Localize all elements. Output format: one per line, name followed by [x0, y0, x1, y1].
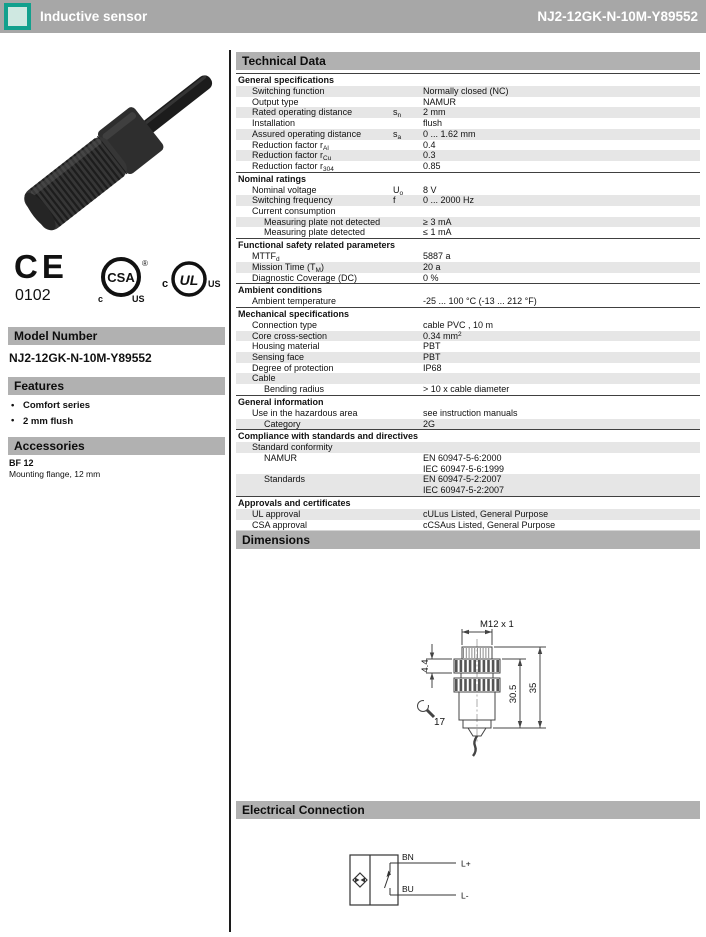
accessory-name: BF 12: [9, 458, 34, 468]
spec-value-line: EN 60947-5-6:2000: [423, 452, 502, 463]
spec-symbol: [393, 363, 423, 374]
spec-row: [236, 206, 700, 217]
spec-label: Category: [264, 418, 301, 429]
spec-row: [236, 107, 700, 118]
spec-symbol: [393, 419, 423, 430]
spec-value: > 10 x cable diameter: [423, 384, 510, 395]
wrench-size-label: 17: [434, 717, 446, 729]
spec-value: 0 ... 2000 Hz: [423, 195, 475, 206]
spec-row: [236, 118, 700, 129]
spec-symbol: [393, 86, 423, 97]
spec-symbol: [393, 320, 423, 331]
spec-section-header: General information: [236, 395, 700, 408]
spec-label: Installation: [252, 118, 296, 129]
spec-table: [236, 73, 700, 531]
spec-value: Normally closed (NC): [423, 86, 509, 96]
spec-row: [236, 320, 700, 331]
spec-symbol: [393, 97, 423, 108]
spec-row: [236, 352, 700, 363]
spec-symbol: [393, 217, 423, 228]
spec-symbol: [393, 373, 423, 384]
electrical-connection-area: [236, 847, 700, 925]
spec-row: [236, 384, 700, 395]
product-photo: [8, 54, 223, 244]
spec-value: NAMUR: [423, 96, 456, 107]
spec-value: 0.85: [423, 160, 441, 171]
brand-square-icon: [4, 3, 31, 30]
spec-label: Standard conformity: [252, 442, 333, 453]
spec-label: Rated operating distance: [252, 107, 353, 118]
wiring-diagram: [344, 847, 514, 925]
spec-symbol: [393, 341, 423, 352]
spec-symbol: [393, 227, 423, 238]
spec-value: ≤ 1 mA: [423, 227, 452, 238]
spec-label: Housing material: [252, 341, 320, 352]
spec-value: 0.3: [423, 150, 436, 161]
feature-item: • 2 mm flush: [9, 413, 219, 428]
spec-value: 8 V: [423, 184, 437, 195]
spec-label: Connection type: [252, 319, 318, 330]
spec-label: Core cross-section: [252, 330, 328, 341]
ce-logo: [14, 250, 78, 304]
spec-row: [236, 129, 700, 140]
csa-mark-text: CSA: [107, 270, 135, 285]
spec-value: [423, 373, 700, 384]
dimensions-section-header: Dimensions: [236, 531, 700, 549]
spec-label: Measuring plate detected: [264, 227, 366, 238]
spec-row: [236, 331, 700, 342]
dim-4-4-label: 4.4: [420, 659, 431, 673]
spec-row: [236, 341, 700, 352]
spec-label: Use in the hazardous area: [252, 407, 358, 418]
wire-bn-label: BN: [402, 852, 414, 863]
accessory-list: [9, 458, 219, 479]
spec-row: [236, 86, 700, 97]
spec-label: Switching function: [252, 86, 325, 96]
spec-row: [236, 520, 700, 531]
spec-symbol: [393, 273, 423, 284]
spec-symbol: [393, 453, 423, 474]
header-part-number: NJ2-12GK-N-10M-Y89552: [537, 9, 698, 24]
csa-prefix: c: [98, 294, 104, 304]
wire-bu-label: BU: [402, 884, 414, 895]
feature-item: • Comfort series: [9, 398, 219, 413]
spec-label: Assured operating distance: [252, 128, 362, 139]
spec-row: [236, 373, 700, 384]
spec-label: Current consumption: [252, 206, 336, 217]
spec-value: see instruction manuals: [423, 407, 518, 418]
accessory-description: Mounting flange, 12 mm: [9, 469, 101, 479]
spec-label: Sensing face: [252, 352, 305, 363]
model-number-value: NJ2-12GK-N-10M-Y89552: [9, 351, 152, 365]
spec-symbol: [393, 251, 423, 262]
spec-row: [236, 509, 700, 520]
right-column: [236, 52, 700, 925]
spec-value: [423, 453, 700, 474]
spec-value: 0 ... 1.62 mm: [423, 128, 476, 139]
spec-symbol: [393, 352, 423, 363]
ce-mark-text: CE: [14, 250, 68, 285]
spec-symbol: $U_o$: [393, 184, 404, 197]
spec-symbol: [393, 150, 423, 161]
spec-label: Standards: [264, 474, 306, 485]
spec-value: 20 a: [423, 261, 441, 272]
spec-symbol: [393, 262, 423, 273]
spec-label: Reduction factor $r_{304}$: [252, 160, 334, 173]
spec-row: [236, 140, 700, 151]
spec-row: [236, 474, 700, 495]
spec-row: [236, 185, 700, 196]
spec-row: [236, 262, 700, 273]
dim-35-label: 35: [528, 682, 539, 694]
spec-section-header: Mechanical specifications: [236, 307, 700, 320]
spec-value: 2 mm: [423, 107, 446, 118]
ul-logo: [156, 259, 224, 303]
spec-label: $MTTF_d$: [252, 251, 280, 264]
spec-symbol: [393, 509, 423, 520]
spec-label: Nominal voltage: [252, 184, 317, 195]
spec-label: Reduction factor $r_{Cu}$: [252, 150, 332, 163]
spec-row: [236, 408, 700, 419]
spec-row: [236, 419, 700, 430]
spec-symbol: [393, 296, 423, 307]
spec-section-header: General specifications: [236, 73, 700, 86]
spec-label: Switching frequency: [252, 195, 333, 206]
spec-label: UL approval: [252, 508, 301, 519]
spec-label: Output type: [252, 96, 299, 107]
spec-section-header: Compliance with standards and directives: [236, 429, 700, 442]
spec-symbol: [393, 408, 423, 419]
spec-section-header: Approvals and certificates: [236, 496, 700, 509]
model-number-section-header: Model Number: [8, 327, 225, 345]
ul-prefix: c: [162, 278, 169, 290]
spec-symbol: [393, 474, 423, 495]
ul-suffix: US: [208, 279, 221, 289]
terminal-lplus-label: L+: [461, 858, 471, 869]
spec-label: Ambient temperature: [252, 296, 337, 307]
spec-value-line: IEC 60947-5-2:2007: [423, 485, 505, 496]
electrical-connection-section-header: Electrical Connection: [236, 801, 700, 819]
spec-symbol: [393, 520, 423, 531]
spec-label: Reduction factor $r_{Al}$: [252, 139, 329, 152]
spec-value: [423, 206, 700, 217]
spec-symbol: [393, 331, 423, 342]
spec-symbol: [393, 118, 423, 129]
feature-list: [9, 398, 219, 429]
spec-section-header: Nominal ratings: [236, 172, 700, 185]
spec-value: 0 %: [423, 272, 439, 283]
spec-value: PBT: [423, 341, 441, 352]
spec-row: [236, 296, 700, 307]
spec-label: Degree of protection: [252, 362, 334, 373]
accessories-section-header: Accessories: [8, 437, 225, 455]
spec-label: Bending radius: [264, 384, 325, 395]
spec-section-header: Ambient conditions: [236, 283, 700, 296]
spec-value: 2G: [423, 418, 436, 429]
spec-symbol: f: [393, 195, 396, 206]
spec-row: [236, 97, 700, 108]
spec-label: Cable: [252, 373, 276, 384]
csa-registered-icon: ®: [142, 259, 148, 268]
terminal-lminus-label: L-: [461, 890, 469, 901]
spec-row: [236, 442, 700, 453]
features-section-header: Features: [8, 377, 225, 395]
spec-row: [236, 217, 700, 228]
spec-symbol: $s_n$: [393, 107, 402, 120]
spec-label: Mission Time $(T_M)$: [252, 261, 324, 274]
csa-logo: [92, 254, 154, 308]
dim-30-5-label: 30.5: [508, 684, 519, 704]
spec-value: 5887 a: [423, 251, 451, 262]
spec-value-line: IEC 60947-5-6:1999: [423, 463, 505, 474]
technical-data-section-header: Technical Data: [236, 52, 700, 70]
spec-label: Diagnostic Coverage (DC): [252, 272, 358, 283]
spec-symbol: [393, 140, 423, 151]
spec-label: NAMUR: [264, 452, 297, 463]
spec-value: -25 ... 100 °C (-13 ... 212 °F): [423, 296, 537, 307]
spec-value: cable PVC , 10 m: [423, 319, 494, 330]
csa-suffix: US: [132, 294, 145, 304]
spec-value: cCSAus Listed, General Purpose: [423, 519, 556, 530]
spec-value: IP68: [423, 362, 442, 373]
spec-symbol: [393, 161, 423, 172]
spec-value: [423, 442, 700, 453]
spec-row: [236, 251, 700, 262]
spec-section-header: Functional safety related parameters: [236, 238, 700, 251]
spec-row: [236, 161, 700, 172]
spec-label: CSA approval: [252, 519, 308, 530]
spec-row: [236, 150, 700, 161]
dimension-drawing: [382, 599, 604, 761]
spec-value: flush: [423, 118, 443, 129]
left-column: [8, 52, 225, 932]
spec-value: 0.4: [423, 139, 436, 150]
spec-value: 0.34 $mm^2$: [423, 330, 462, 341]
spec-symbol: [393, 442, 423, 453]
spec-value: cULus Listed, General Purpose: [423, 508, 549, 519]
spec-symbol: $s_a$: [393, 128, 402, 141]
ul-mark-text: UL: [179, 272, 199, 288]
spec-value: PBT: [423, 352, 441, 363]
spec-row: [236, 227, 700, 238]
spec-value: ≥ 3 mA: [423, 216, 452, 227]
spec-row: [236, 195, 700, 206]
page-header: [0, 0, 706, 33]
dim-thread-label: M12 x 1: [480, 619, 514, 631]
dimensions-drawing-area: [236, 555, 700, 801]
product-family-title: Inductive sensor: [40, 9, 148, 24]
column-divider: [229, 50, 231, 932]
spec-symbol: [393, 384, 423, 395]
ce-notified-body: 0102: [15, 287, 51, 304]
spec-value-line: EN 60947-5-2:2007: [423, 474, 502, 485]
spec-label: Measuring plate not detected: [264, 216, 381, 227]
spec-symbol: [393, 206, 423, 217]
spec-row: [236, 273, 700, 284]
spec-row: [236, 453, 700, 474]
spec-row: [236, 363, 700, 374]
spec-value: [423, 474, 700, 495]
